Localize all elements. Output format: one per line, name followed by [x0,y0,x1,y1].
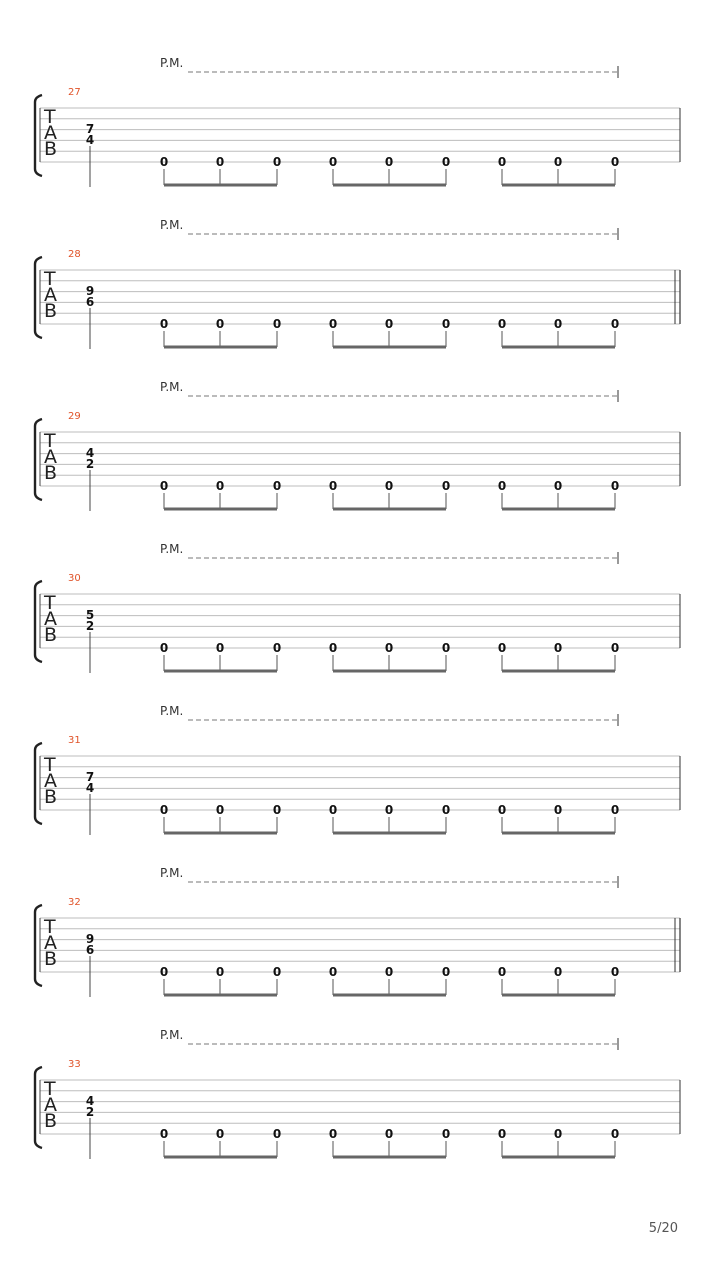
measure-number: 33 [68,1059,81,1070]
open-string-note: 0 [441,803,451,817]
open-string-note: 0 [159,317,169,331]
open-string-note: 0 [384,965,394,979]
open-string-note: 0 [384,803,394,817]
open-string-note: 0 [441,965,451,979]
open-string-note: 0 [610,1127,620,1141]
system-bracket [35,905,42,986]
tab-system [35,542,680,673]
tab-clef-letter: A [44,770,57,792]
open-string-note: 0 [328,317,338,331]
open-string-note: 0 [215,479,225,493]
open-string-note: 0 [384,479,394,493]
open-string-note: 0 [497,155,507,169]
tab-clef-letter: T [44,106,56,128]
open-string-note: 0 [159,479,169,493]
open-string-note: 0 [553,1127,563,1141]
measure-number: 29 [68,411,81,422]
open-string-note: 0 [441,155,451,169]
tab-system [35,1028,680,1159]
open-string-note: 0 [272,965,282,979]
chord-fret-number: 6 [85,943,95,957]
tab-clef-letter: A [44,446,57,468]
palm-mute-label: P.M. [160,866,184,880]
chord-fret-number: 9 [85,932,95,946]
tab-clef-letter: T [44,1078,56,1100]
tab-clef-letter: B [44,1110,58,1132]
tab-system [35,56,680,187]
open-string-note: 0 [610,479,620,493]
open-string-note: 0 [553,479,563,493]
open-string-note: 0 [215,965,225,979]
open-string-note: 0 [610,965,620,979]
open-string-note: 0 [159,803,169,817]
tab-clef-letter: T [44,592,56,614]
open-string-note: 0 [441,317,451,331]
system-bracket [35,419,42,500]
tab-clef-letter: A [44,1094,57,1116]
tab-clef-letter: T [44,754,56,776]
open-string-note: 0 [272,1127,282,1141]
open-string-note: 0 [553,317,563,331]
tab-clef-letter: B [44,138,58,160]
open-string-note: 0 [328,155,338,169]
chord-fret-number: 4 [85,1094,95,1108]
chord-fret-number: 2 [85,1105,95,1119]
open-string-note: 0 [497,479,507,493]
measure-number: 31 [68,735,81,746]
tab-clef-letter: B [44,624,58,646]
open-string-note: 0 [441,1127,451,1141]
measure-number: 32 [68,897,81,908]
chord-fret-number: 4 [85,446,95,460]
tab-clef-letter: B [44,462,58,484]
palm-mute-label: P.M. [160,380,184,394]
measure-number: 30 [68,573,81,584]
tab-clef-letter: B [44,786,58,808]
open-string-note: 0 [384,317,394,331]
tab-system [35,866,680,997]
open-string-note: 0 [610,317,620,331]
open-string-note: 0 [384,1127,394,1141]
open-string-note: 0 [441,641,451,655]
tab-system [35,218,680,349]
palm-mute-label: P.M. [160,704,184,718]
chord-fret-number: 9 [85,284,95,298]
system-bracket [35,95,42,176]
chord-fret-number: 2 [85,457,95,471]
open-string-note: 0 [215,803,225,817]
open-string-note: 0 [272,317,282,331]
page-number: 5/20 [648,1221,678,1236]
open-string-note: 0 [215,155,225,169]
chord-fret-number: 4 [85,781,95,795]
palm-mute-label: P.M. [160,218,184,232]
open-string-note: 0 [328,965,338,979]
chord-fret-number: 6 [85,295,95,309]
open-string-note: 0 [610,641,620,655]
open-string-note: 0 [272,803,282,817]
open-string-note: 0 [610,803,620,817]
system-bracket [35,581,42,662]
chord-fret-number: 5 [85,608,95,622]
tab-clef-letter: A [44,932,57,954]
open-string-note: 0 [272,641,282,655]
chord-fret-number: 7 [85,770,95,784]
palm-mute-label: P.M. [160,1028,184,1042]
open-string-note: 0 [553,965,563,979]
open-string-note: 0 [215,317,225,331]
open-string-note: 0 [159,155,169,169]
tab-system [35,704,680,835]
tab-clef-letter: B [44,300,58,322]
open-string-note: 0 [497,965,507,979]
open-string-note: 0 [497,317,507,331]
open-string-note: 0 [384,155,394,169]
open-string-note: 0 [272,479,282,493]
tab-clef-letter: T [44,430,56,452]
open-string-note: 0 [272,155,282,169]
chord-fret-number: 7 [85,122,95,136]
open-string-note: 0 [497,803,507,817]
open-string-note: 0 [328,479,338,493]
open-string-note: 0 [159,641,169,655]
open-string-note: 0 [328,803,338,817]
chord-fret-number: 4 [85,133,95,147]
tab-clef-letter: T [44,916,56,938]
open-string-note: 0 [553,155,563,169]
tab-clef-letter: A [44,284,57,306]
open-string-note: 0 [215,1127,225,1141]
open-string-note: 0 [553,641,563,655]
tab-clef-letter: T [44,268,56,290]
palm-mute-label: P.M. [160,56,184,70]
open-string-note: 0 [328,641,338,655]
tab-clef-letter: A [44,122,57,144]
measure-number: 27 [68,87,81,98]
open-string-note: 0 [441,479,451,493]
open-string-note: 0 [159,1127,169,1141]
tab-clef-letter: A [44,608,57,630]
open-string-note: 0 [610,155,620,169]
open-string-note: 0 [328,1127,338,1141]
tab-clef-letter: B [44,948,58,970]
system-bracket [35,257,42,338]
open-string-note: 0 [384,641,394,655]
open-string-note: 0 [159,965,169,979]
measure-number: 28 [68,249,81,260]
palm-mute-label: P.M. [160,542,184,556]
tab-system [35,380,680,511]
open-string-note: 0 [497,641,507,655]
system-bracket [35,1067,42,1148]
open-string-note: 0 [215,641,225,655]
open-string-note: 0 [497,1127,507,1141]
open-string-note: 0 [553,803,563,817]
chord-fret-number: 2 [85,619,95,633]
system-bracket [35,743,42,824]
